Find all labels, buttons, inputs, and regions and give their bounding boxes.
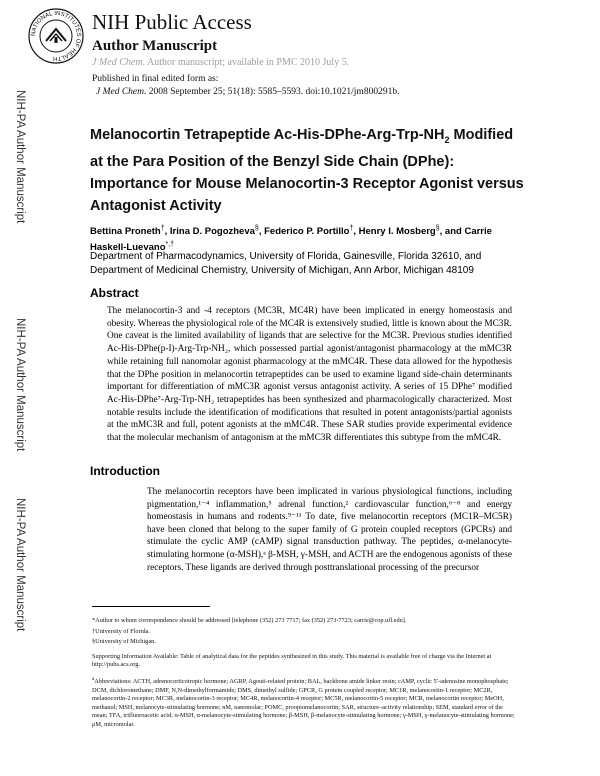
svg-text:NATIONAL INSTITUTES OF HEALTH [31, 11, 81, 61]
author-mark: † [160, 225, 165, 232]
availability-journal: J Med Chem [92, 57, 143, 68]
footnote-abbreviations [92, 676, 517, 730]
footnote-affiliation-1: †University of Florida. [92, 627, 150, 635]
citation-details: . 2008 September 25; 51(18): 5585–5593. doi:10.1021/jm800291b. [144, 87, 400, 97]
author-name: Carrie Haskell-Luevano [90, 226, 492, 254]
side-label-middle: NIH-PA Author Manuscript [14, 318, 26, 452]
footnote-correspondence: *Author to whom correspondence should be addressed [telephone (352) 273 7717; fax (352) 273-7723; carrie@cop.ufl.edu]. [92, 617, 407, 624]
side-label-top: NIH-PA Author Manuscript [14, 90, 26, 224]
abstract-heading: Abstract [90, 286, 139, 300]
availability-text: . Author manuscript; available in PMC 2010 July 5. [142, 57, 350, 68]
author-name: Federico P. Portillo [264, 226, 350, 238]
affiliations [90, 250, 540, 277]
author-name: Henry I. Mosberg [358, 226, 436, 238]
citation-line [92, 86, 399, 99]
author-mark: § [435, 225, 440, 232]
nih-logo [28, 8, 84, 64]
affiliation-2: Department of Medicinal Chemistry, University of Michigan, Ann Arbor, Michigan 48109 [90, 264, 474, 276]
author-list: Bettina Proneth†, Irina D. Pogozheva§, Federico P. Portillo†, Henry I. Mosberg§, and Carrie Haskell-Luevano*,† [90, 225, 492, 254]
abbreviations-text: Abbreviations: ACTH, adrenocorticotropic hormone; AGRP, Agouti-related protein; BAL, backbone amide linker resin; cAMP, cyclic 5′-adenosine monophosphate; DCM, dichloromethane; DMF, N,N-dimethylformamide; DMS, dimethyl sulfide; GPCR, G protein coupled receptor; MC1R, melanocortin-1 receptor; MC2R, melanocortin-2 receptor; MC3R, melanocortin-3 receptor; MC4R, melanocortin-4 receptor; MC5R, melanocortin-5 receptor; MCR, melanocortin receptor; MeOH, methanol; MSH, melanocyte-stimulating hormone; nM, nanomolar; POMC, proopiomelanocortin; SAR, structure–activity relationship; SEM, standard error of the mean; TFA, trifluoroacetic acid; α-MSH, α-melanocyte-stimulating hormone; β-MSH, β-melanocyte-stimulating hormone; γ-MSH, γ-melanocyte-stimulating hormone; μM, micromolar. [92, 678, 515, 729]
abstract-text: The melanocortin-3 and -4 receptors (MC3R, MC4R) have been implicated in energy homeostasis and obesity. Whereas the physiological role of the MC4R is extensively studied, little is known about the MC3R. One caveat is the limited availability of ligands that are selective for the MC3R. Previous studies identified Ac-His-DPhe(p-I)-Arg-Trp-NH₂, which possessed partial agonist/antagonist pharmacology at the mMC3R while retaining full nanomolar agonist pharmacology at the mMC4R. These data allowed for the hypothesis that the DPhe position in melanocortin tetrapeptides can be used to examine ligand side-chain determinants important for differentiation of mMC3R agonist versus antagonist activity. A series of 15 DPhe⁷ modified Ac-His-DPhe⁷-Arg-Trp-NH₂ tetrapeptides has been synthesized and pharmacologically characterized. Most notable results include the identification of modifications that resulted in potent antagonists/partial agonists at the mMC3R and full, potent agonists at the mMC4R. These SAR studies provide experimental evidence that the molecular mechanism of antagonism at the mMC3R differentiates this subtype from the mMC4R. [107, 306, 512, 444]
author-name: Irina D. Pogozheva [169, 226, 255, 238]
footnote-supporting-info: Supporting Information Available: Table of analytical data for the peptides synthesized in this study. This material is available free of charge via the Internet at http://pubs.acs.org. [92, 652, 492, 669]
availability-line [92, 57, 349, 68]
article-title [90, 124, 530, 217]
abbreviations-mark: a [92, 676, 95, 682]
author-name: Bettina Proneth [90, 226, 161, 238]
title-subscript: 2 [444, 134, 450, 145]
footnote-divider [92, 606, 210, 607]
side-label-bottom: NIH-PA Author Manuscript [14, 498, 26, 632]
affiliation-1: Department of Pharmacodynamics, University of Florida, Gainesville, Florida 32610, and [90, 251, 482, 262]
logo-ring-text: NATIONAL INSTITUTES OF HEALTH [30, 10, 82, 62]
publication-info [92, 73, 399, 99]
introduction-text: The melanocortin receptors have been implicated in various physiological functions, including pigmentation,¹⁻⁴ inflammation,⁵ adrenal function,² cardiovascular function,⁶⁻⁸ and energy homeostasis in humans and rodents.⁹⁻¹¹ To date, five melanocortin receptors (MC1R–MC5R) have been cloned that belong to the super family of G protein coupled receptors (GPCRs) and stimulate the cyclic AMP (cAMP) signal transduction pathway. The peptides, α-melanocyte-stimulating hormone (α-MSH),ᵃ β-MSH, γ-MSH, and ACTH are the endogenous agonists of these receptors. These ligands are derived through posttranslational processing of the precursor [147, 487, 512, 573]
author-mark: § [254, 225, 259, 232]
author-mark: *,† [165, 241, 175, 249]
nih-public-access-title: NIH Public Access [92, 10, 252, 34]
footnote-affiliation-2: §University of Michigan. [92, 638, 156, 646]
author-manuscript-label: Author Manuscript [92, 38, 218, 54]
title-part1: Melanocortin Tetrapeptide Ac-His-DPhe-Arg-Trp-NH [90, 127, 445, 143]
published-line: Published in final edited form as: [92, 74, 219, 84]
citation-journal: J Med Chem [96, 87, 145, 97]
introduction-heading: Introduction [90, 464, 160, 478]
author-mark: † [349, 225, 354, 232]
title-part2: Modified at the Para Position of the Benzyl Side Chain (DPhe): Importance for Mouse Melanocortin-3 Receptor Agonist versus Antagonist Activity [90, 127, 524, 214]
footnotes [92, 617, 517, 732]
